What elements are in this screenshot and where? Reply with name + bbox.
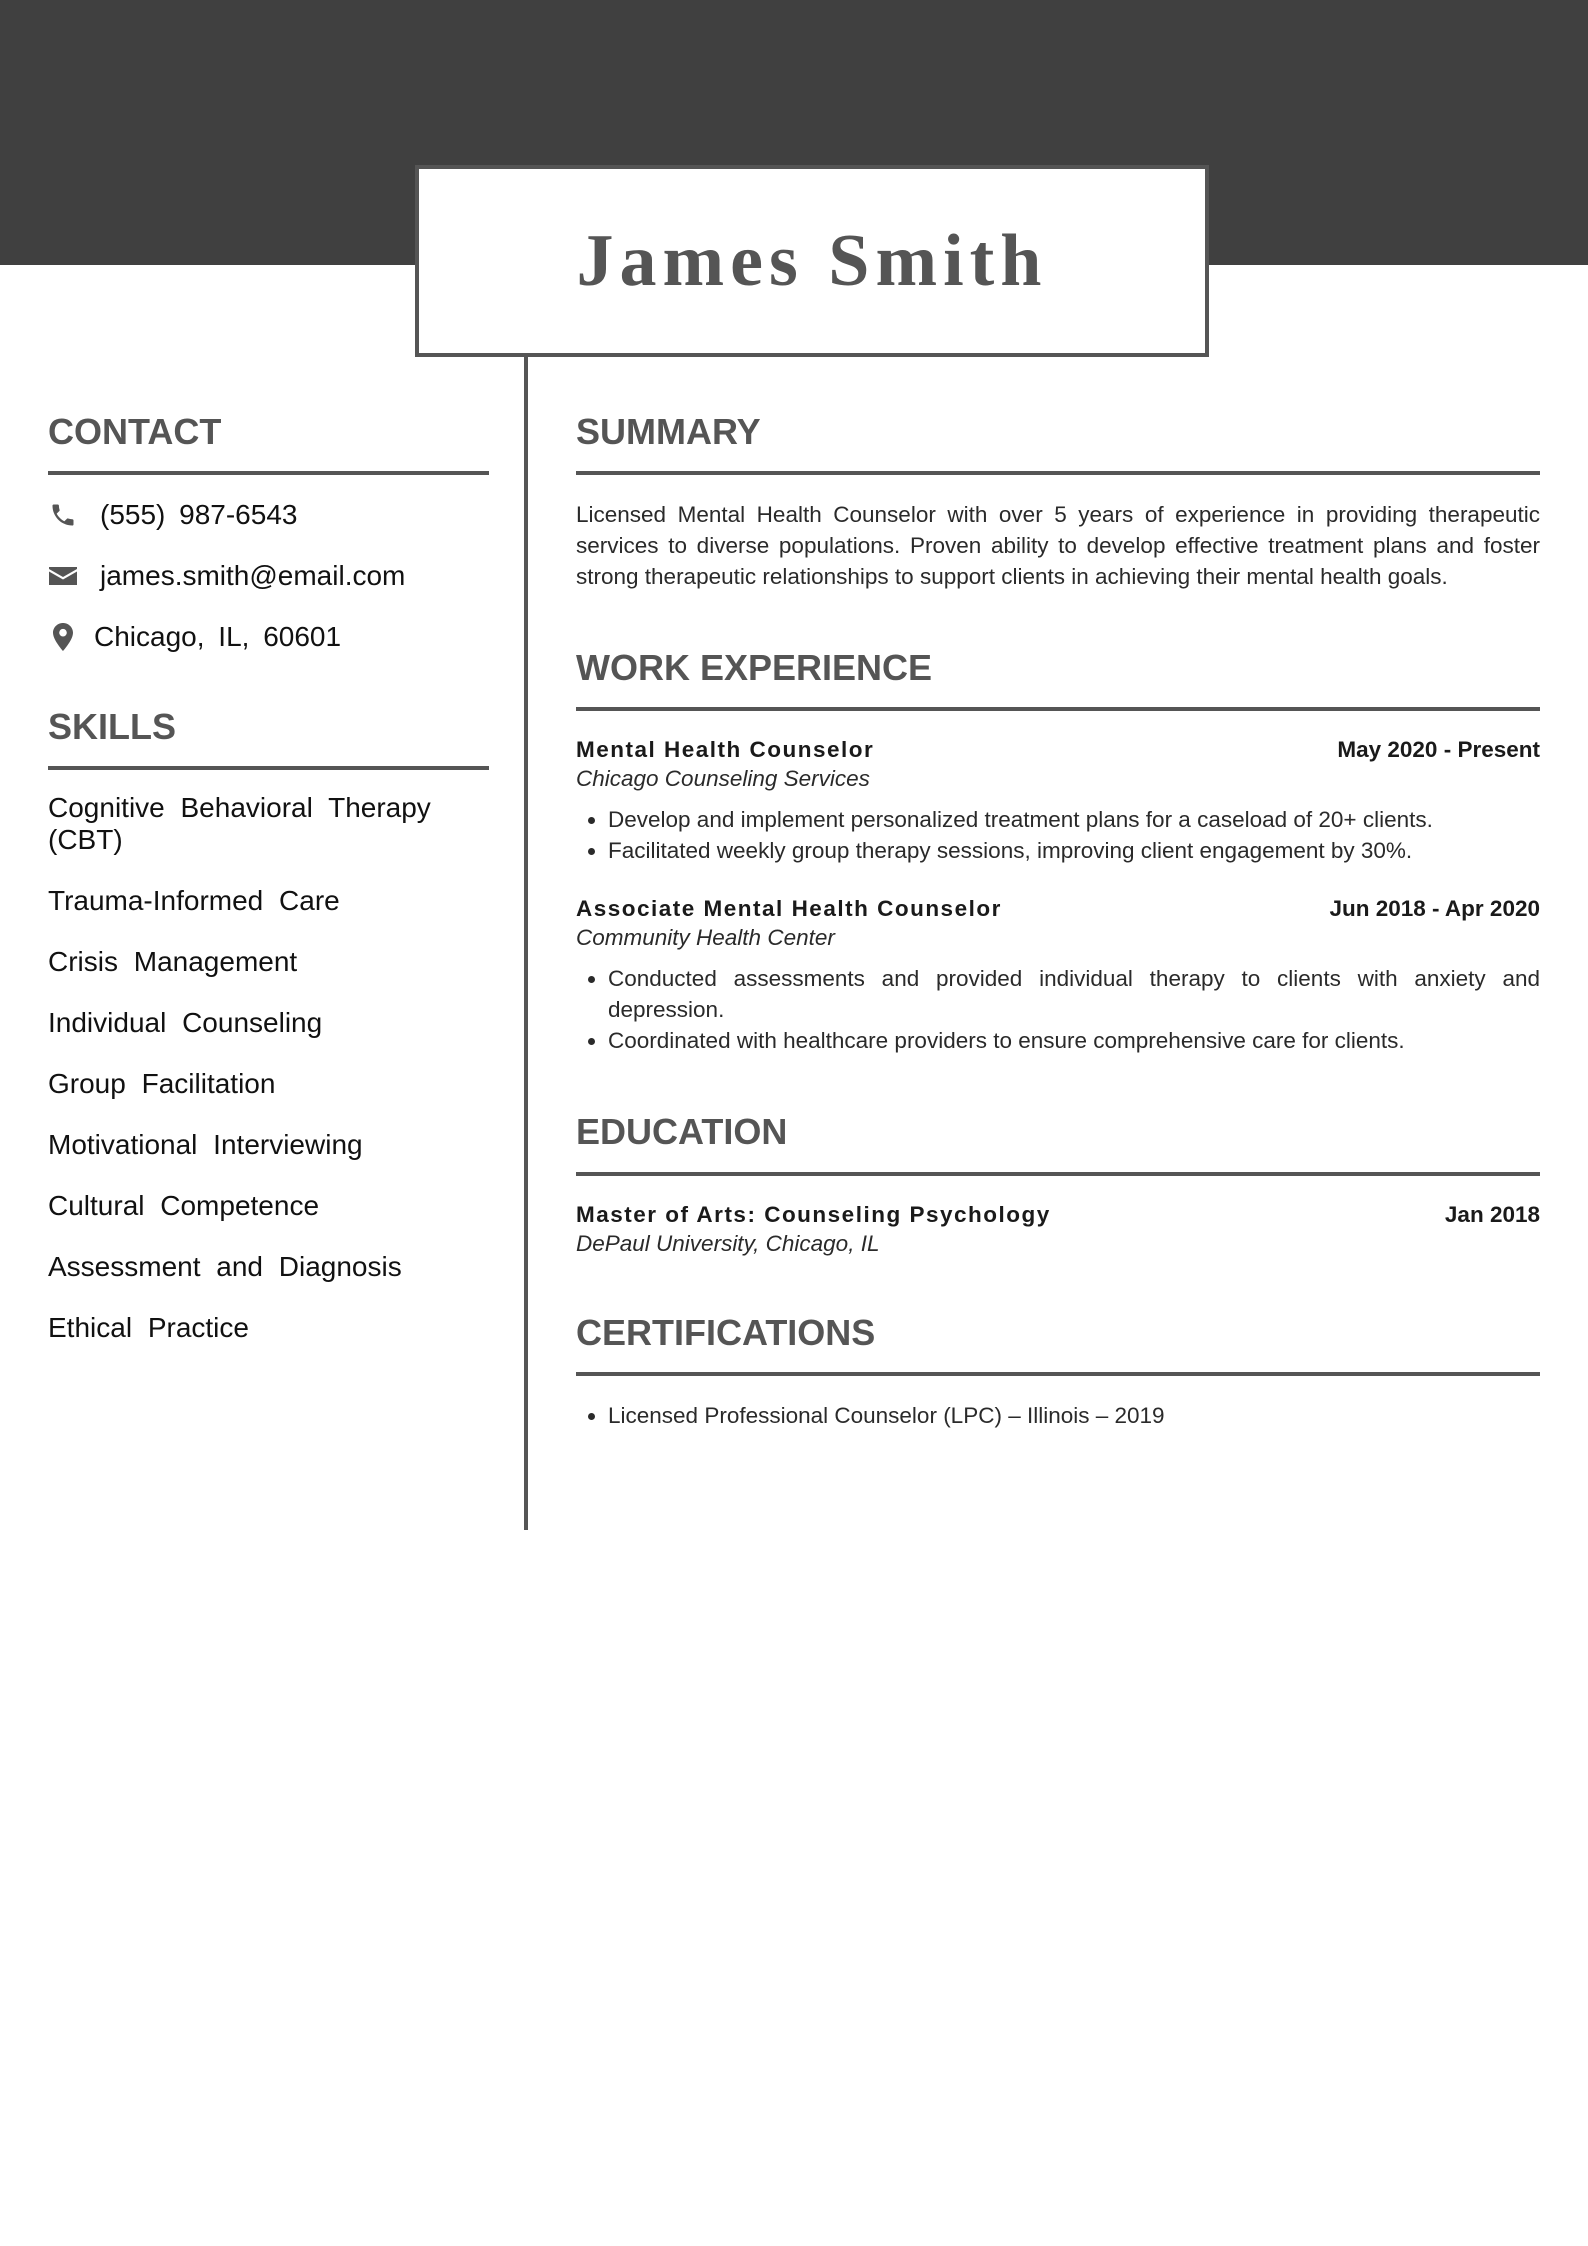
summary-section (576, 410, 1540, 592)
job-bullets (576, 963, 1540, 1056)
skill-item: Trauma-Informed Care (48, 885, 340, 917)
contact-email (48, 558, 489, 594)
job-entry (576, 896, 1540, 1056)
summary-text: Licensed Mental Health Counselor with over 5 years of experience in providing therapeutic services to diverse populations. Proven ability to develop effective treatment plans and foster strong therapeutic relationships to support clients in achieving their mental health goals. (576, 502, 1540, 590)
map-pin-icon (48, 622, 78, 652)
certifications-section (576, 1311, 1540, 1431)
degree-title: Master of Arts: Counseling Psychology (576, 1201, 1051, 1227)
job-entry (576, 737, 1540, 866)
job-title: Associate Mental Health Counselor (576, 896, 1002, 922)
skill-item: Cognitive Behavioral Therapy (CBT) (48, 792, 431, 856)
phone-icon (48, 500, 78, 530)
degree-date: Jan 2018 (1444, 1201, 1540, 1227)
summary-rule (576, 471, 1540, 475)
skills-section (48, 705, 489, 1344)
contact-phone (48, 497, 489, 533)
job-title: Mental Health Counselor (576, 737, 875, 763)
job-header (576, 737, 1540, 763)
job-bullet: • Develop and implement personalized treatment plans for a caseload of 20+ clients. (608, 804, 1540, 835)
skills-list (48, 792, 489, 1344)
location-text: Chicago, IL, 60601 (94, 621, 342, 653)
skill-item: Crisis Management (48, 946, 298, 978)
skill-item: Ethical Practice (48, 1312, 249, 1344)
envelope-icon (48, 561, 78, 591)
job-dates: Jun 2018 - Apr 2020 (1329, 896, 1540, 922)
certification-item: • Licensed Professional Counselor (LPC) – Illinois – 2019 (608, 1400, 1540, 1431)
phone-text: (555) 987-6543 (100, 499, 298, 531)
job-bullets (576, 804, 1540, 866)
education-header (576, 1202, 1540, 1228)
job-bullet: • Coordinated with healthcare providers to ensure comprehensive care for clients. (608, 1025, 1540, 1056)
summary-heading: SUMMARY (576, 411, 761, 452)
skill-item: Cultural Competence (48, 1190, 320, 1222)
job-organization: Chicago Counseling Services (576, 766, 870, 792)
school-name: DePaul University, Chicago, IL (576, 1230, 880, 1256)
skill-item: Assessment and Diagnosis (48, 1251, 402, 1283)
experience-section (576, 646, 1540, 1056)
job-header (576, 896, 1540, 922)
job-bullet: • Conducted assessments and provided individual therapy to clients with anxiety and depression. (608, 963, 1540, 1025)
job-dates: May 2020 - Present (1337, 737, 1540, 763)
job-bullet: • Facilitated weekly group therapy sessions, improving client engagement by 30%. (608, 835, 1540, 866)
skill-item: Group Facilitation (48, 1068, 276, 1100)
skill-item: Motivational Interviewing (48, 1129, 363, 1161)
right-column (576, 410, 1540, 1431)
education-entry (576, 1202, 1540, 1257)
column-divider (524, 357, 528, 1530)
job-organization: Community Health Center (576, 925, 835, 951)
candidate-name: James Smith (576, 219, 1048, 302)
contact-location (48, 619, 489, 655)
education-heading: EDUCATION (576, 1111, 788, 1153)
skills-heading: SKILLS (48, 706, 177, 748)
contact-rule (48, 471, 489, 475)
email-text: james.smith@email.com (100, 560, 406, 592)
skills-rule (48, 766, 489, 770)
contact-section (48, 410, 489, 655)
name-box (415, 165, 1209, 357)
certifications-list (576, 1400, 1540, 1431)
education-rule (576, 1172, 1540, 1176)
skill-item: Individual Counseling (48, 1007, 323, 1039)
experience-heading: WORK EXPERIENCE (576, 647, 933, 689)
contact-heading: CONTACT (48, 411, 222, 452)
certifications-rule (576, 1372, 1540, 1376)
left-column (48, 410, 489, 1373)
contact-list (48, 497, 489, 655)
education-section (576, 1110, 1540, 1256)
certifications-heading: CERTIFICATIONS (576, 1311, 876, 1353)
experience-rule (576, 707, 1540, 711)
